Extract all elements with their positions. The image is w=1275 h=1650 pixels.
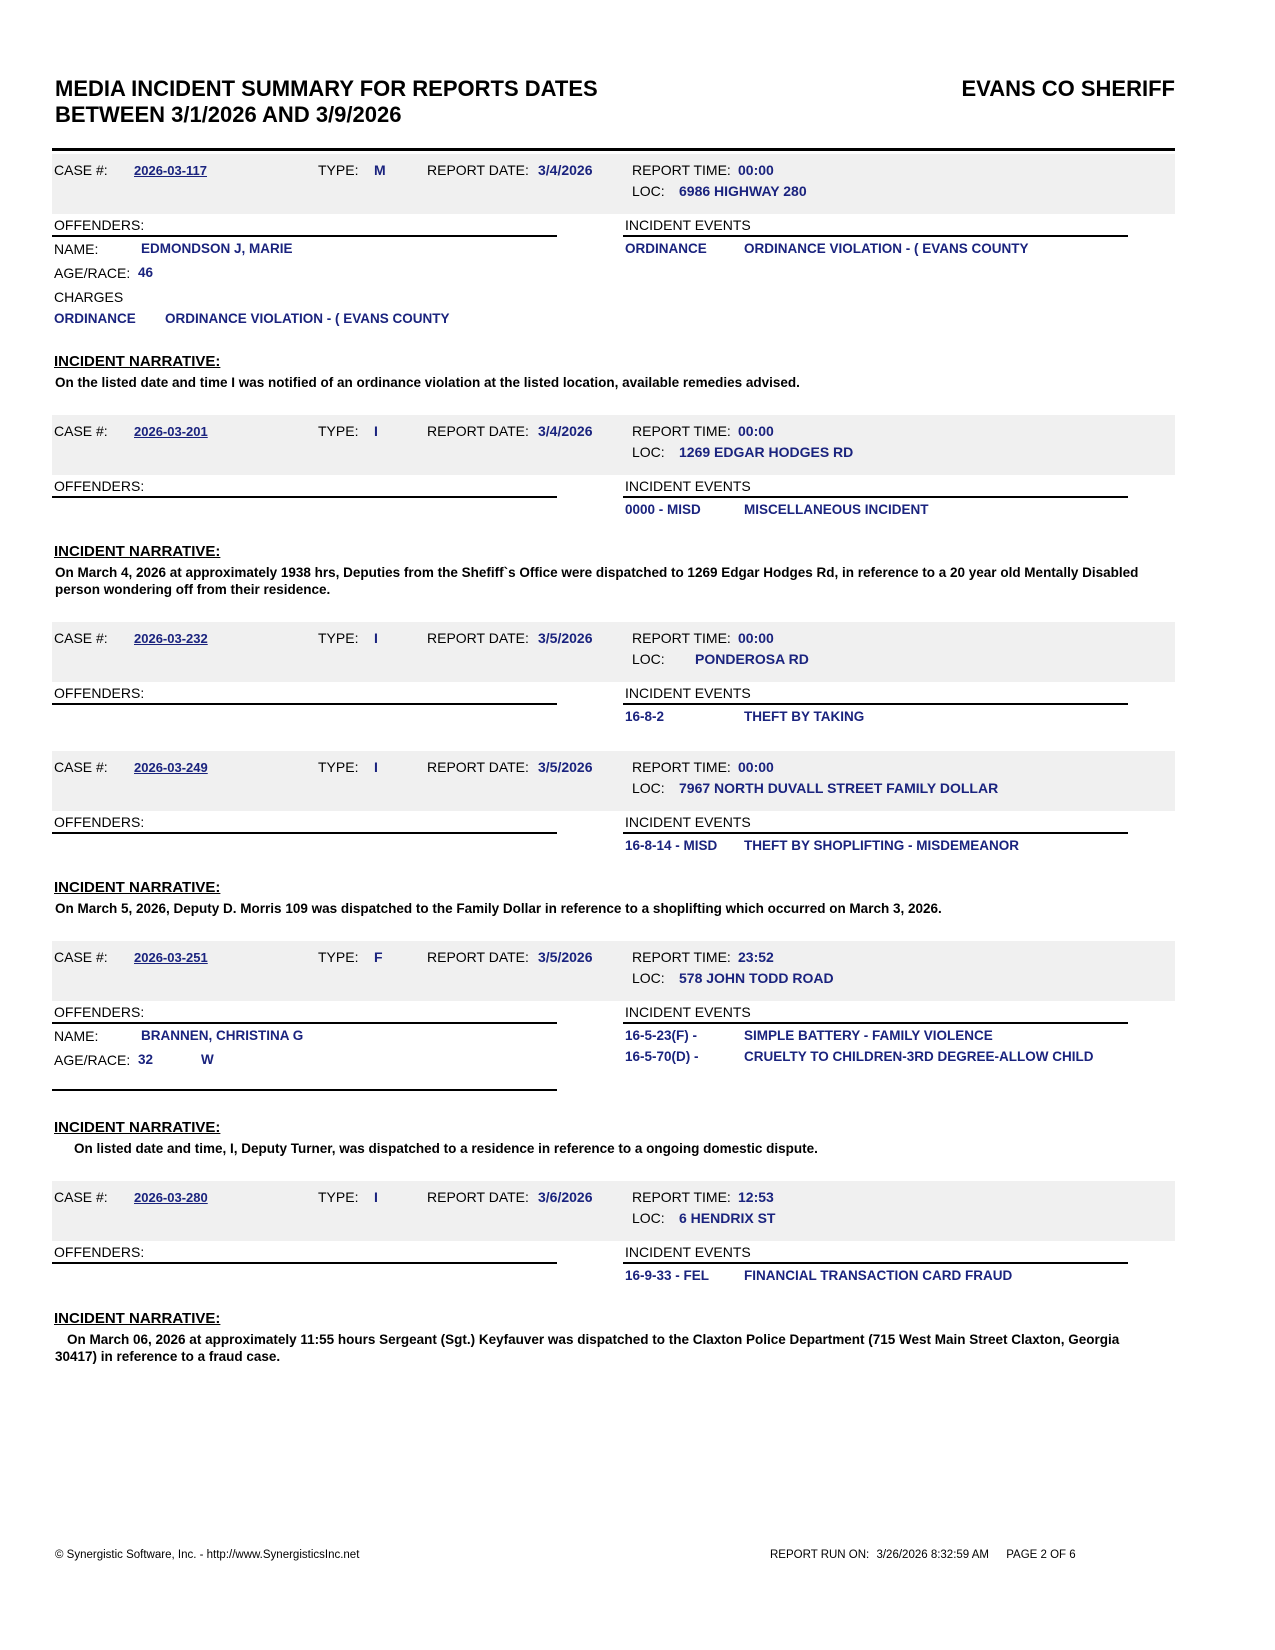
loc-label: LOC: (632, 1210, 665, 1226)
case-number-link[interactable]: 2026-03-249 (134, 760, 208, 775)
incident-events-label: INCIDENT EVENTS (625, 478, 751, 494)
case-number-link[interactable]: 2026-03-232 (134, 631, 208, 646)
case-record (52, 154, 1175, 334)
case-number-link[interactable]: 2026-03-251 (134, 950, 208, 965)
narrative-heading: INCIDENT NARRATIVE: (54, 879, 221, 896)
events-divider (623, 1022, 1128, 1024)
charge-code: ORDINANCE (54, 311, 136, 326)
report-time-label: REPORT TIME: (632, 423, 731, 439)
event-code: 16-5-23(F) - (625, 1028, 698, 1043)
event-description: MISCELLANEOUS INCIDENT (744, 502, 929, 517)
report-time-value: 00:00 (738, 759, 774, 775)
report-title-line1: MEDIA INCIDENT SUMMARY FOR REPORTS DATES (55, 76, 598, 101)
report-date-label: REPORT DATE: (427, 423, 529, 439)
narrative-text: On March 5, 2026, Deputy D. Morris 109 was dispatched to the Family Dollar in reference to a shoplifting which occurred on March 3, 2026. (55, 901, 942, 916)
case-record (52, 941, 1175, 1101)
offender-race: W (201, 1052, 214, 1067)
event-code: ORDINANCE (625, 241, 707, 256)
case-record (52, 622, 1175, 732)
case-type: I (374, 423, 378, 439)
event-code: 16-8-2 (625, 709, 665, 724)
events-divider (623, 703, 1128, 705)
narrative-text: On the listed date and time I was notified of an ordinance violation at the listed location, available remedies advised. (55, 375, 800, 390)
report-time-value: 00:00 (738, 423, 774, 439)
incident-events-label: INCIDENT EVENTS (625, 814, 751, 830)
report-date-label: REPORT DATE: (427, 1189, 529, 1205)
type-label: TYPE: (318, 949, 359, 965)
case-header (52, 622, 1175, 682)
case-header (52, 1181, 1175, 1241)
report-title (55, 76, 598, 128)
event-description: ORDINANCE VIOLATION - ( EVANS COUNTY (744, 241, 1029, 256)
type-label: TYPE: (318, 162, 359, 178)
report-time-label: REPORT TIME: (632, 630, 731, 646)
case-label: CASE #: (54, 423, 108, 439)
narrative-heading: INCIDENT NARRATIVE: (54, 353, 221, 370)
loc-label: LOC: (632, 444, 665, 460)
events-divider (623, 235, 1128, 237)
report-date-value: 3/5/2026 (538, 949, 593, 965)
loc-label: LOC: (632, 183, 665, 199)
loc-value: 7967 NORTH DUVALL STREET FAMILY DOLLAR (679, 780, 999, 796)
loc-label: LOC: (632, 780, 665, 796)
case-label: CASE #: (54, 162, 108, 178)
event-code: 16-8-14 - MISD (625, 838, 718, 853)
event-description: FINANCIAL TRANSACTION CARD FRAUD (744, 1268, 1013, 1283)
report-date-label: REPORT DATE: (427, 949, 529, 965)
incident-events-label: INCIDENT EVENTS (625, 1244, 751, 1260)
event-description: THEFT BY SHOPLIFTING - MISDEMEANOR (744, 838, 1020, 853)
offender-age: 32 (138, 1052, 154, 1067)
loc-value: 6 HENDRIX ST (679, 1210, 776, 1226)
title-divider (52, 148, 1175, 151)
case-type: I (374, 1189, 378, 1205)
case-body (52, 1001, 1175, 1101)
report-time-value: 00:00 (738, 630, 774, 646)
charges-label: CHARGES (54, 289, 124, 305)
report-time-label: REPORT TIME: (632, 759, 731, 775)
charge-description: ORDINANCE VIOLATION - ( EVANS COUNTY (165, 311, 450, 326)
narrative-heading: INCIDENT NARRATIVE: (54, 1119, 221, 1136)
report-date-label: REPORT DATE: (427, 630, 529, 646)
type-label: TYPE: (318, 423, 359, 439)
report-title-line2: BETWEEN 3/1/2026 AND 3/9/2026 (55, 102, 402, 127)
case-type: I (374, 759, 378, 775)
report-time-label: REPORT TIME: (632, 162, 731, 178)
case-record (52, 1181, 1175, 1291)
loc-value: 6986 HIGHWAY 280 (679, 183, 807, 199)
case-header (52, 154, 1175, 214)
case-number-link[interactable]: 2026-03-117 (134, 163, 208, 178)
age-race-label: AGE/RACE: (54, 265, 131, 281)
offenders-label: OFFENDERS: (54, 478, 145, 494)
report-date-label: REPORT DATE: (427, 162, 529, 178)
loc-label: LOC: (632, 651, 665, 667)
incident-events-label: INCIDENT EVENTS (625, 1004, 751, 1020)
narrative-text: On March 4, 2026 at approximately 1938 hrs, Deputies from the Shefiff`s Office were dispatched to 1269 Edgar Hodges Rd, in reference to a 20 year old Mentally Disabled person wondering off from their residence. (55, 565, 1139, 597)
report-date-label: REPORT DATE: (427, 759, 529, 775)
report-date-value: 3/5/2026 (538, 759, 593, 775)
event-description: CRUELTY TO CHILDREN-3RD DEGREE-ALLOW CHILD (744, 1049, 1094, 1064)
report-date-value: 3/4/2026 (538, 162, 593, 178)
page-number: PAGE 2 OF 6 (1006, 1549, 1076, 1561)
offenders-label: OFFENDERS: (54, 217, 145, 233)
case-record (52, 415, 1175, 525)
case-number-link[interactable]: 2026-03-280 (134, 1190, 208, 1205)
footer-copyright: © Synergistic Software, Inc. - http://www.SynergisticsInc.net (55, 1549, 360, 1561)
name-label: NAME: (54, 1028, 99, 1044)
case-record (52, 751, 1175, 861)
report-time-value: 23:52 (738, 949, 774, 965)
narrative-heading: INCIDENT NARRATIVE: (54, 543, 221, 560)
event-description: THEFT BY TAKING (744, 709, 865, 724)
type-label: TYPE: (318, 759, 359, 775)
event-code: 16-9-33 - FEL (625, 1268, 710, 1283)
case-number-link[interactable]: 2026-03-201 (134, 424, 208, 439)
loc-value: 1269 EDGAR HODGES RD (679, 444, 854, 460)
case-label: CASE #: (54, 630, 108, 646)
offenders-divider (52, 832, 557, 834)
offender-section-divider (52, 1089, 557, 1091)
report-time-label: REPORT TIME: (632, 1189, 731, 1205)
offender-name: BRANNEN, CHRISTINA G (141, 1028, 304, 1043)
offenders-label: OFFENDERS: (54, 1244, 145, 1260)
offenders-label: OFFENDERS: (54, 1004, 145, 1020)
report-date-value: 3/6/2026 (538, 1189, 593, 1205)
narrative-text: On March 06, 2026 at approximately 11:55 hours Sergeant (Sgt.) Keyfauver was dispatched to the Claxton Police Department (715 West Main Street Claxton, Georgia 30417) in reference to a fraud case. (55, 1332, 1120, 1364)
report-time-label: REPORT TIME: (632, 949, 731, 965)
case-header (52, 415, 1175, 475)
offenders-divider (52, 496, 557, 498)
agency-name: EVANS CO SHERIFF (961, 76, 1175, 101)
name-label: NAME: (54, 241, 99, 257)
offenders-divider (52, 235, 557, 237)
case-type: I (374, 630, 378, 646)
case-label: CASE #: (54, 949, 108, 965)
case-header (52, 941, 1175, 1001)
case-body (52, 1241, 1175, 1291)
case-body (52, 214, 1175, 334)
offenders-divider (52, 1022, 557, 1024)
offenders-label: OFFENDERS: (54, 685, 145, 701)
offender-age: 46 (138, 265, 154, 280)
events-divider (623, 496, 1128, 498)
incident-events-label: INCIDENT EVENTS (625, 217, 751, 233)
report-date-value: 3/5/2026 (538, 630, 593, 646)
offenders-divider (52, 1262, 557, 1264)
offenders-divider (52, 703, 557, 705)
case-body (52, 682, 1175, 732)
type-label: TYPE: (318, 630, 359, 646)
loc-value: 578 JOHN TODD ROAD (679, 970, 834, 986)
case-label: CASE #: (54, 1189, 108, 1205)
report-run-label: REPORT RUN ON: (770, 1549, 870, 1561)
incident-events-label: INCIDENT EVENTS (625, 685, 751, 701)
report-time-value: 12:53 (738, 1189, 774, 1205)
case-header (52, 751, 1175, 811)
event-code: 0000 - MISD (625, 502, 701, 517)
events-divider (623, 832, 1128, 834)
age-race-label: AGE/RACE: (54, 1052, 131, 1068)
type-label: TYPE: (318, 1189, 359, 1205)
case-body (52, 811, 1175, 861)
loc-label: LOC: (632, 970, 665, 986)
offenders-label: OFFENDERS: (54, 814, 145, 830)
report-run-value: 3/26/2026 8:32:59 AM (876, 1549, 990, 1561)
case-body (52, 475, 1175, 525)
report-time-value: 00:00 (738, 162, 774, 178)
events-divider (623, 1262, 1128, 1264)
event-code: 16-5-70(D) - (625, 1049, 699, 1064)
case-label: CASE #: (54, 759, 108, 775)
loc-value: PONDEROSA RD (695, 651, 809, 667)
narrative-text: On listed date and time, I, Deputy Turner, was dispatched to a residence in reference to a ongoing domestic dispute. (74, 1141, 818, 1156)
case-type: F (374, 949, 383, 965)
case-type: M (374, 162, 386, 178)
offender-name: EDMONDSON J, MARIE (141, 241, 293, 256)
footer-run-info (770, 1549, 1076, 1561)
narrative-heading: INCIDENT NARRATIVE: (54, 1310, 221, 1327)
event-description: SIMPLE BATTERY - FAMILY VIOLENCE (744, 1028, 993, 1043)
report-date-value: 3/4/2026 (538, 423, 593, 439)
